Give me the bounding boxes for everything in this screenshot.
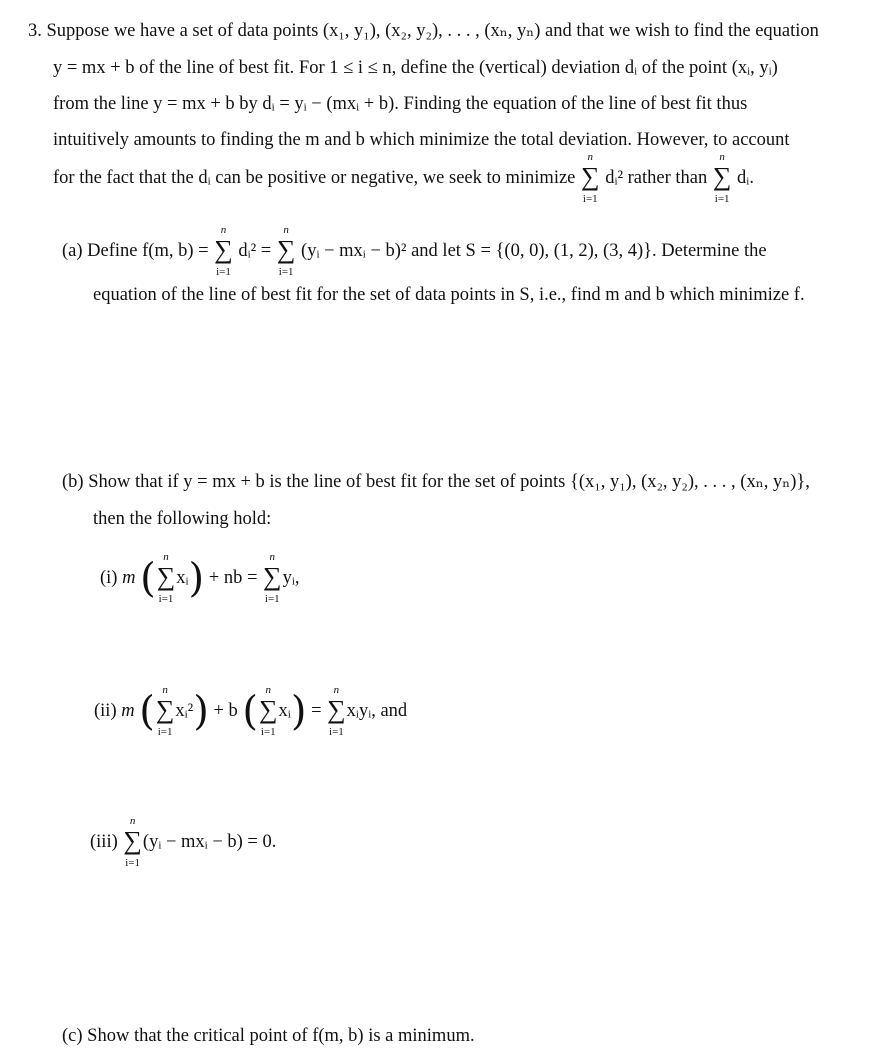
intro-line-5-mid: dᵢ² rather than [605, 167, 708, 188]
part-b-i-label: (i) [100, 567, 118, 588]
part-c-label: (c) [62, 1026, 83, 1046]
intro-line-4: intuitively amounts to finding the m and b which minimize the total deviation. However, to account [53, 130, 790, 150]
part-b-ii-label: (ii) [94, 700, 117, 721]
intro-line-5-text: for the fact that the dᵢ can be positive or negative, we seek to minimize [53, 167, 576, 188]
part-b-ii-x2: xᵢ² [175, 700, 194, 721]
part-b-iii [90, 815, 277, 869]
intro-line-1: Suppose we have a set of data points (x₁, y₁), (x₂, y₂), . . . , (xₙ, yₙ) and that we wish to find the equation [46, 21, 819, 41]
summation-bii3: n ∑ i=1 [327, 684, 346, 738]
part-b-line-2: then the following hold: [93, 509, 272, 529]
part-b-ii: (ii) m ( n ∑ i=1 xᵢ²) + b ( n ∑ i=1 xᵢ) = n ∑ i=1 xᵢyᵢ, and [94, 684, 408, 738]
part-b-ii-eq: = [311, 700, 322, 721]
intro-line-2: y = mx + b of the line of best fit. For 1 ≤ i ≤ n, define the (vertical) deviation dᵢ of the point (xᵢ, yᵢ) [53, 58, 778, 78]
part-a-line-1 [62, 224, 767, 278]
part-a-line-2: equation of the line of best fit for the set of data points in S, i.e., find m and b which minimize f. [93, 285, 805, 305]
part-a-text-3: (yᵢ − mxᵢ − b)² and let S = {(0, 0), (1, 2), (3, 4)}. Determine the [301, 240, 767, 261]
part-b-ii-end: xᵢyᵢ, and [346, 700, 408, 721]
summation-1: n ∑ i=1 [581, 151, 600, 205]
summation-biii: n ∑ i=1 [123, 815, 142, 869]
summation-bii2: n ∑ i=1 [259, 684, 278, 738]
part-b-ii-x: xᵢ [278, 700, 291, 721]
part-b-line-1 [62, 471, 810, 493]
part-b-label: (b) [62, 472, 84, 492]
problem-number-and-line-1 [28, 20, 819, 42]
intro-line-5 [53, 151, 754, 205]
part-b-i-end: yᵢ, [282, 567, 300, 588]
part-b-i: (i) m ( n ∑ i=1 xᵢ) + nb = n ∑ i=1 yᵢ, [100, 551, 300, 605]
part-a-label: (a) [62, 240, 83, 261]
part-c [62, 1025, 475, 1047]
part-a-text-2: dᵢ² = [238, 240, 272, 261]
part-b-ii-m: m [121, 700, 135, 721]
part-b-ii-plus: + b [213, 700, 238, 721]
intro-line-3: from the line y = mx + b by dᵢ = yᵢ − (mxᵢ + b). Finding the equation of the line of best fit thus [53, 94, 748, 114]
part-b-iii-label: (iii) [90, 831, 118, 852]
intro-line-5-end: dᵢ. [737, 167, 754, 188]
part-b-i-mid: + nb = [208, 567, 258, 588]
part-b-text-1: Show that if y = mx + b is the line of best fit for the set of points {(x₁, y₁), (x₂, y₂), . . . , (xₙ, yₙ)}, [88, 472, 810, 492]
part-a-text-1: Define f(m, b) = [87, 240, 209, 261]
summation-bii1: n ∑ i=1 [155, 684, 175, 738]
summation-a2: n ∑ i=1 [276, 224, 296, 278]
summation-bi1: n ∑ i=1 [156, 551, 176, 605]
part-b-i-x: xᵢ [176, 567, 189, 588]
summation-bi2: n ∑ i=1 [263, 551, 282, 605]
part-b-i-m: m [122, 567, 136, 588]
part-b-iii-end: (yᵢ − mxᵢ − b) = 0. [142, 831, 277, 852]
summation-2: n ∑ i=1 [712, 151, 732, 205]
problem-number: 3. [28, 21, 42, 41]
part-c-text: Show that the critical point of f(m, b) is a minimum. [87, 1026, 475, 1046]
summation-a1: n ∑ i=1 [214, 224, 233, 278]
